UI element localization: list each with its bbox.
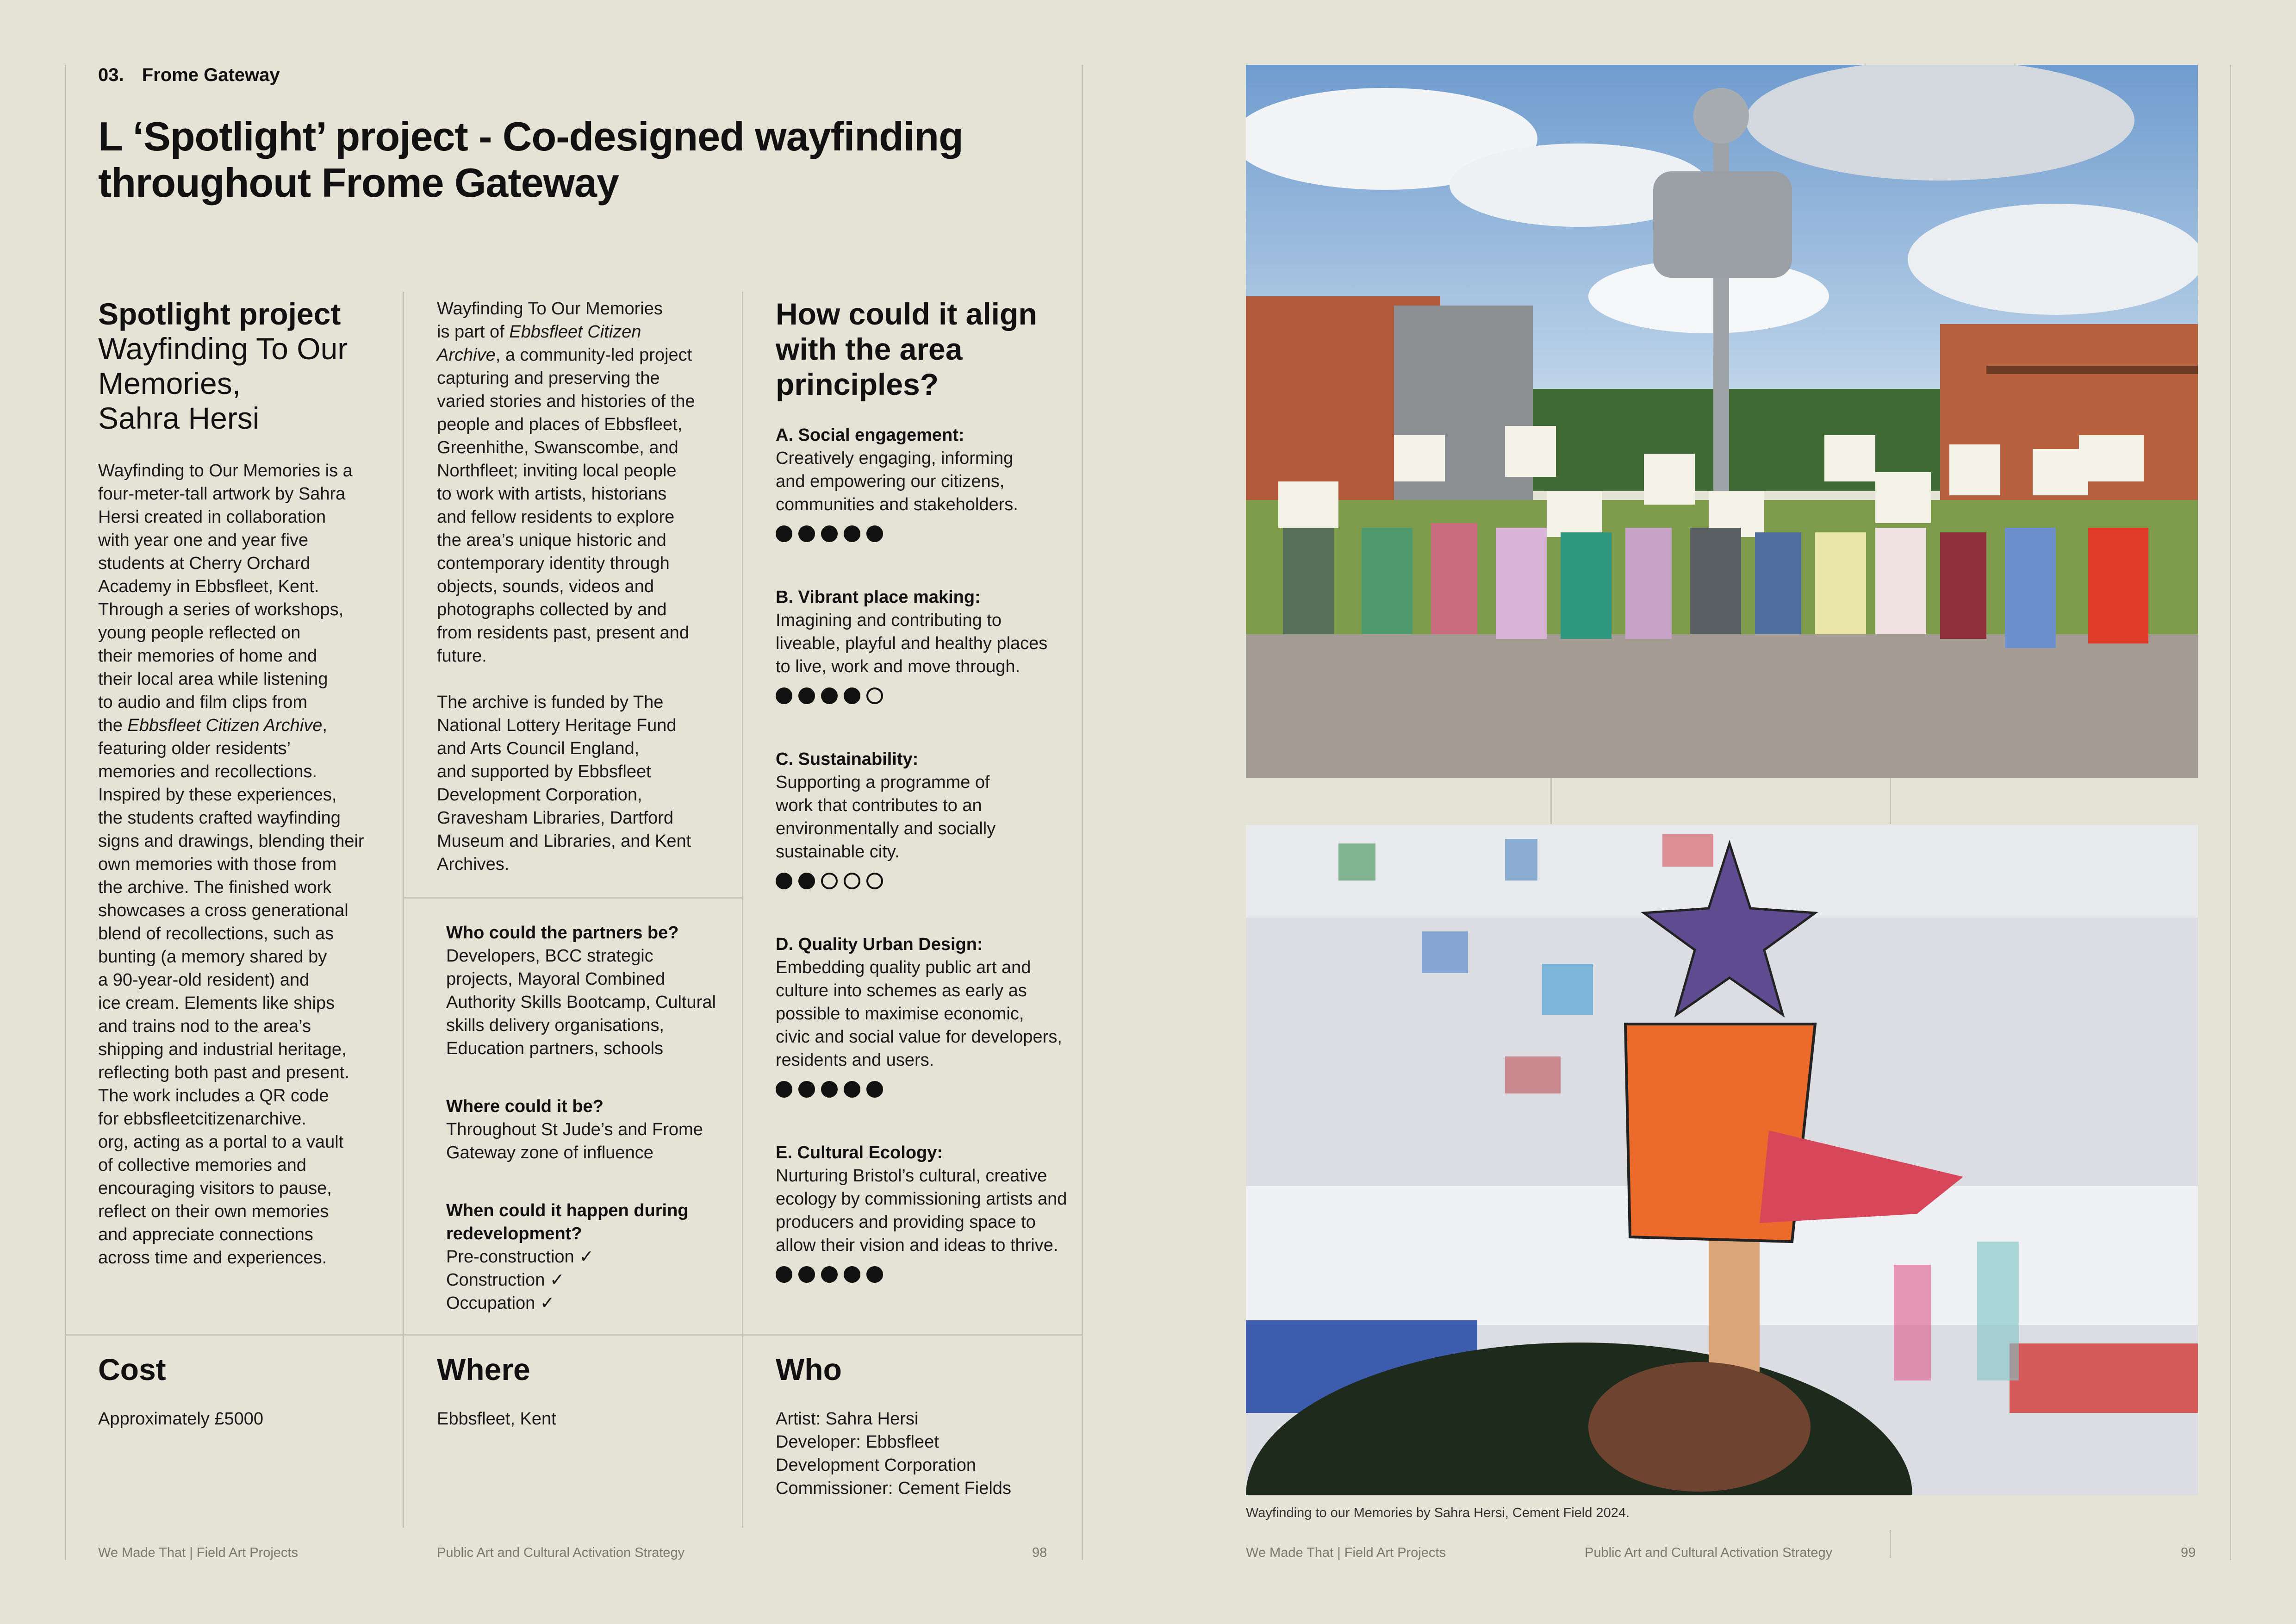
rating-dot-filled <box>844 1081 860 1098</box>
partners-text: Developers, BCC strategic projects, Mayoral Combined Authority Skills Bootcamp, Cultural skills delivery organisations, Education partners, schools <box>446 946 716 1058</box>
rating-dot-filled <box>821 1081 838 1098</box>
principle-e-text: Nurturing Bristol’s cultural, creative ecology by commissioning artists and producers and providing space to allow their vision and ideas to thrive. <box>776 1166 1067 1255</box>
photo-sign-illustration <box>1246 825 2198 1495</box>
margin-rule-center <box>1082 65 1083 1560</box>
section-name: Frome Gateway <box>142 65 280 85</box>
photo-handmade-sign <box>1246 825 2198 1495</box>
section-rule-mid <box>404 897 742 899</box>
cost-text: Approximately £5000 <box>98 1409 263 1429</box>
principle-d-rating <box>776 1081 1076 1098</box>
principle-c-title: C. Sustainability: <box>776 750 919 769</box>
rating-dot-filled <box>844 525 860 542</box>
rating-dot-empty <box>866 687 883 704</box>
photo-gap-rule-1 <box>1550 778 1552 824</box>
partners-heading: Who could the partners be? <box>446 923 679 943</box>
where-text: Ebbsfleet, Kent <box>437 1409 556 1429</box>
rating-dot-filled <box>798 687 815 704</box>
rating-dot-filled <box>776 687 792 704</box>
project-description <box>98 459 394 1269</box>
principle-b <box>776 586 1076 704</box>
partners-block <box>446 921 738 1060</box>
when-item-occupation: Occupation ✓ <box>446 1293 555 1313</box>
rating-dot-filled <box>776 1081 792 1098</box>
cost-heading: Cost <box>98 1352 166 1387</box>
principle-b-title: B. Vibrant place making: <box>776 587 981 607</box>
rating-dot-empty <box>844 873 860 889</box>
rating-dot-filled <box>776 873 792 889</box>
rating-dot-filled <box>821 687 838 704</box>
archive-name-italic: Ebbsfleet Citizen Archive <box>437 322 641 365</box>
principle-a-title: A. Social engagement: <box>776 425 964 445</box>
principle-c <box>776 748 1076 889</box>
footer-rule-right <box>1890 1530 1891 1558</box>
footer-right-doc: Public Art and Cultural Activation Strategy <box>1585 1545 1833 1560</box>
page-number-left: 98 <box>1032 1545 1047 1560</box>
page-title: L ‘Spotlight’ project - Co-designed wayfinding throughout Frome Gateway <box>98 113 963 206</box>
rating-dot-empty <box>821 873 838 889</box>
footer-left-doc: Public Art and Cultural Activation Strategy <box>437 1545 685 1560</box>
photo-gap-rule-2 <box>1890 778 1891 824</box>
rating-dot-filled <box>776 525 792 542</box>
rating-dot-filled <box>821 1266 838 1283</box>
photo-caption: Wayfinding to our Memories by Sahra Hersi, Cement Field 2024. <box>1246 1505 1630 1520</box>
rating-dot-filled <box>798 873 815 889</box>
archive-part-a: Wayfinding To Our Memories is part of <box>437 299 663 342</box>
principle-d-text: Embedding quality public art and culture into schemes as early as possible to maximise economic, civic and social value for developers, residents and users. <box>776 958 1062 1070</box>
principle-e <box>776 1141 1076 1283</box>
rating-dot-filled <box>798 525 815 542</box>
funding-description: The archive is funded by The National Lottery Heritage Fund and Arts Council England, and supported by Ebbsfleet Development Corporation, Gravesham Libraries, Dartford Museum and Libraries, and Kent Archives. <box>437 693 691 874</box>
section-header <box>98 65 280 86</box>
archive-description <box>437 297 733 668</box>
who-text: Artist: Sahra Hersi Developer: Ebbsfleet Development Corporation Commissioner: Cement Fields <box>776 1409 1011 1498</box>
rating-dot-filled <box>844 687 860 704</box>
footer-left-org: We Made That | Field Art Projects <box>98 1545 298 1560</box>
footer-right-org: We Made That | Field Art Projects <box>1246 1545 1446 1560</box>
principle-e-rating <box>776 1266 1076 1283</box>
spotlight-project-name: Wayfinding To Our Memories, Sahra Hersi <box>98 331 348 435</box>
align-heading: How could it align with the area principles? <box>776 297 1037 401</box>
principle-d-title: D. Quality Urban Design: <box>776 935 983 954</box>
principle-c-text: Supporting a programme of work that contributes to an environmentally and socially sustainable city. <box>776 773 996 862</box>
section-number: 03. <box>98 65 124 85</box>
rating-dot-filled <box>844 1266 860 1283</box>
rating-dot-filled <box>866 1081 883 1098</box>
description-part-b: , featuring older residents’ memories and recollections. Inspired by these experiences, the students crafted wayfinding signs and drawings, blending their own memories with those from the archive. The finished work showcases a cross generational blend of recollections, such as bunting (a memory shared by a 90-year-old resident) and ice cream. Elements like ships and trains nod to the area’s shipping and industrial heritage, reflecting both past and present. The work includes a QR code for ebbsfleetcitizenarchive. org, acting as a portal to a vault of collective memories and encouraging visitors to pause, reflect on their own memories and appreciate connections across time and experiences. <box>98 716 364 1268</box>
principle-b-text: Imagining and contributing to liveable, playful and healthy places to live, work and move through. <box>776 611 1048 676</box>
when-item-construction: Construction ✓ <box>446 1270 565 1290</box>
principle-b-rating <box>776 687 1076 704</box>
spotlight-label: Spotlight project <box>98 297 341 331</box>
section-rule-bottom <box>65 1334 1082 1336</box>
photo-children-with-sculpture <box>1246 65 2198 778</box>
rating-dot-filled <box>798 1081 815 1098</box>
rating-dot-filled <box>776 1266 792 1283</box>
where-could-heading: Where could it be? <box>446 1097 604 1116</box>
where-could-text: Throughout St Jude’s and Frome Gateway zone of influence <box>446 1120 703 1162</box>
margin-rule-right <box>2230 65 2231 1560</box>
rating-dot-filled <box>866 525 883 542</box>
description-part-a: Wayfinding to Our Memories is a four-meter-tall artwork by Sahra Hersi created in collaboration with year one and year five students at Cherry Orchard Academy in Ebbsfleet, Kent. Through a series of workshops, young people reflected on their memories of home and their local area while listening to audio and film clips from the <box>98 461 353 735</box>
photo-children-illustration <box>1246 65 2198 778</box>
principle-a <box>776 424 1076 542</box>
page-number-right: 99 <box>2181 1545 2196 1560</box>
rating-dot-filled <box>821 525 838 542</box>
rating-dot-filled <box>866 1266 883 1283</box>
where-could-block <box>446 1095 738 1164</box>
column-rule-1 <box>403 292 404 1528</box>
principle-a-rating <box>776 525 1076 542</box>
column-rule-2 <box>742 292 743 1528</box>
principle-a-text: Creatively engaging, informing and empowering our citizens, communities and stakeholders. <box>776 449 1018 514</box>
when-heading: When could it happen during redevelopment? <box>446 1201 689 1243</box>
principle-c-rating <box>776 873 1076 889</box>
when-item-preconstruction: Pre-construction ✓ <box>446 1247 594 1267</box>
rating-dot-filled <box>798 1266 815 1283</box>
principle-e-title: E. Cultural Ecology: <box>776 1143 943 1162</box>
archive-part-b: , a community-led project capturing and preserving the varied stories and histories of the people and places of Ebbsfleet, Greenhithe, Swanscombe, and Northfleet; inviting local people to work with artists, historians and fellow residents to explore the area’s unique historic and contemporary identity through objects, sounds, videos and photographs collected by and from residents past, present and future. <box>437 345 695 666</box>
margin-rule-left <box>65 65 66 1560</box>
where-heading: Where <box>437 1352 530 1387</box>
when-block <box>446 1199 738 1315</box>
principle-d <box>776 933 1076 1098</box>
who-heading: Who <box>776 1352 842 1387</box>
rating-dot-empty <box>866 873 883 889</box>
description-archive-name: Ebbsfleet Citizen Archive <box>127 716 323 735</box>
